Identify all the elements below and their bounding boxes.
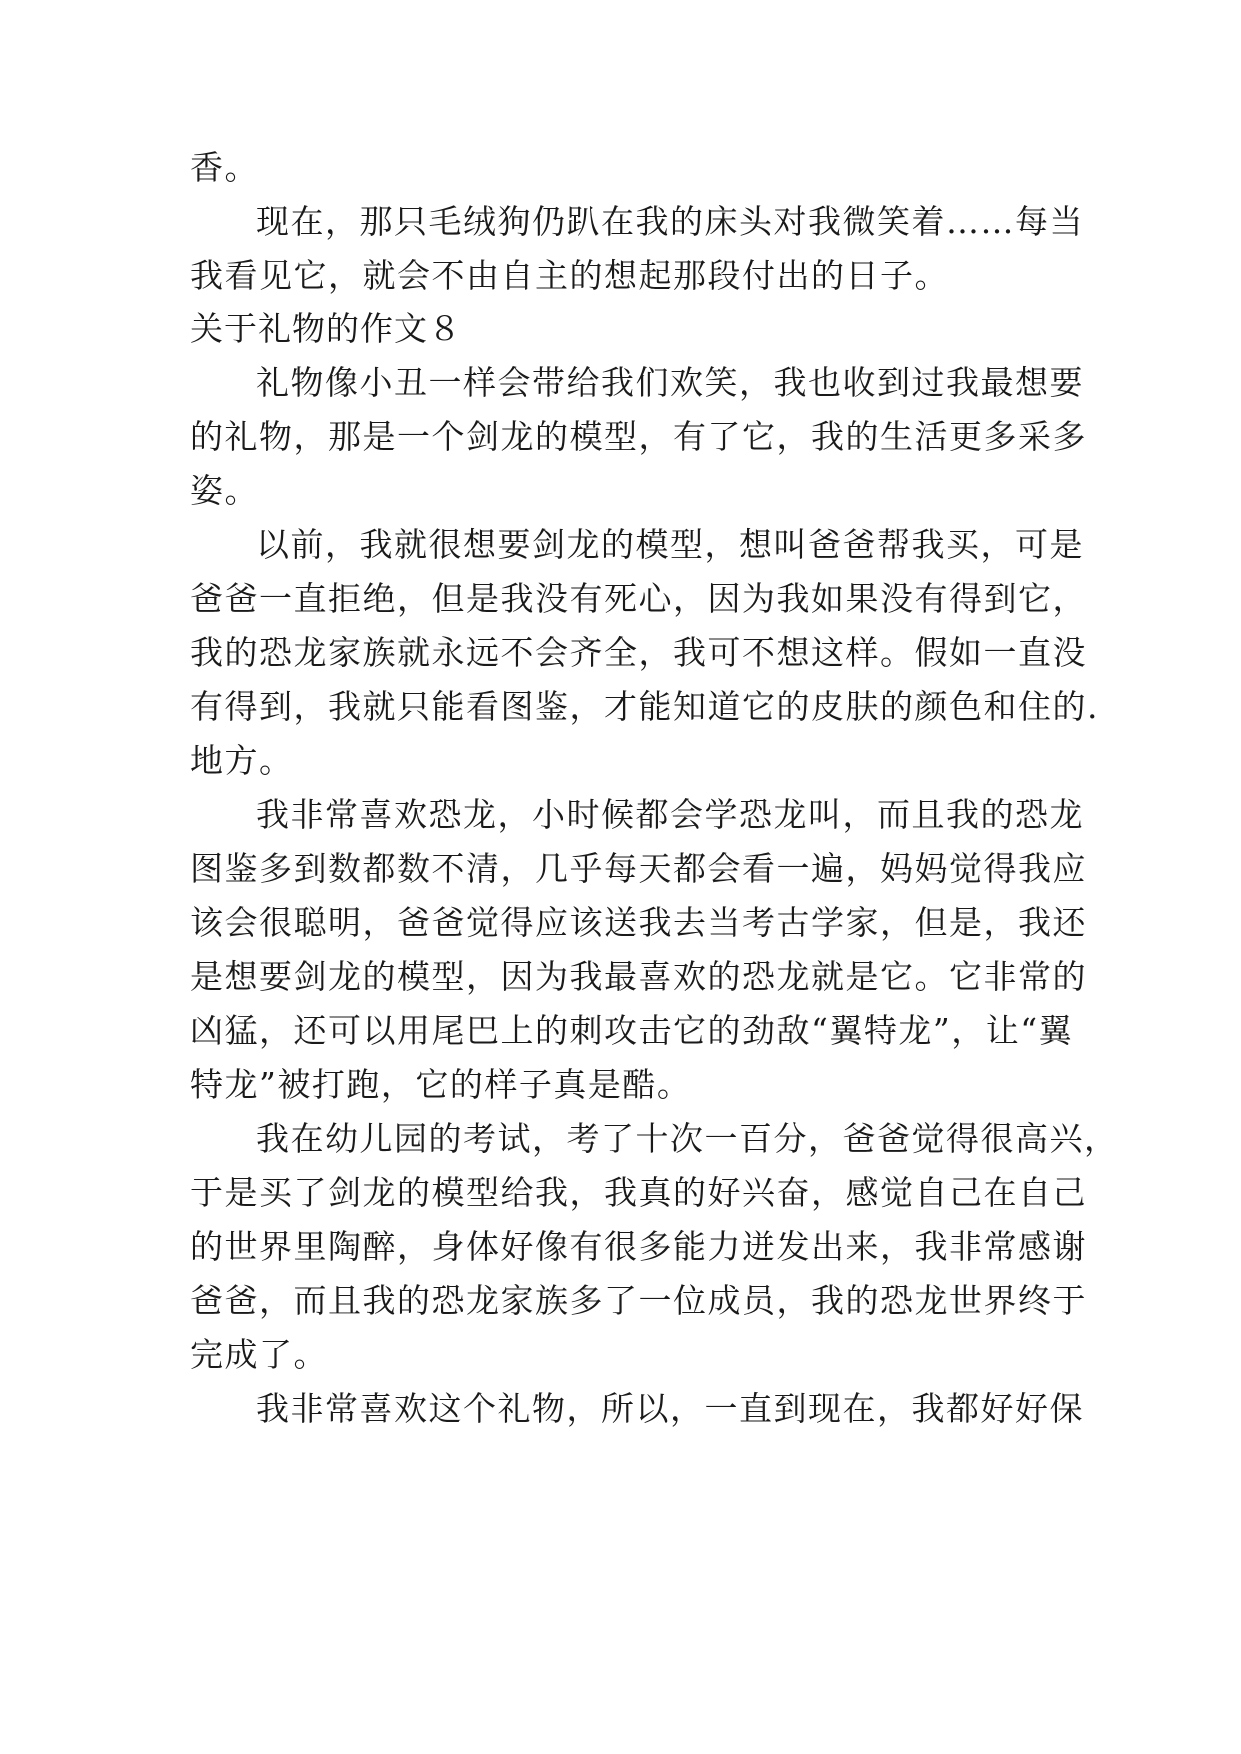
paragraph-line: 是想要剑龙的模型，因为我最喜欢的恐龙就是它。它非常的	[190, 957, 1087, 996]
paragraph-line: 我的恐龙家族就永远不会齐全，我可不想这样。假如一直没	[190, 633, 1087, 672]
paragraph-line: 我非常喜欢这个礼物，所以，一直到现在，我都好好保	[256, 1389, 1084, 1428]
section-heading: 关于礼物的作文８	[190, 309, 462, 348]
paragraph-line: 的礼物，那是一个剑龙的模型，有了它，我的生活更多采多	[190, 417, 1087, 456]
paragraph-line: 地方。	[190, 741, 294, 780]
paragraph-line: 完成了。	[190, 1335, 328, 1374]
paragraph-line: 特龙”被打跑，它的样子真是酷。	[190, 1065, 692, 1104]
paragraph-line: 的世界里陶醉，身体好像有很多能力迸发出来，我非常感谢	[190, 1227, 1087, 1266]
paragraph-line: 香。	[190, 148, 259, 187]
paragraph-line: 以前，我就很想要剑龙的模型，想叫爸爸帮我买，可是	[256, 525, 1084, 564]
paragraph-line: 爸爸，而且我的恐龙家族多了一位成员，我的恐龙世界终于	[190, 1281, 1087, 1320]
paragraph-line: 爸爸一直拒绝，但是我没有死心，因为我如果没有得到它，	[190, 579, 1087, 618]
paragraph-line: 该会很聪明，爸爸觉得应该送我去当考古学家，但是，我还	[190, 903, 1087, 942]
paragraph-line: 于是买了剑龙的模型给我，我真的好兴奋，感觉自己在自己	[190, 1173, 1087, 1212]
paragraph-line: 姿。	[190, 471, 259, 510]
paragraph-line: 凶猛，还可以用尾巴上的刺攻击它的劲敌“翼特龙”，让“翼	[190, 1011, 1074, 1050]
paragraph-line: 现在，那只毛绒狗仍趴在我的床头对我微笑着……每当	[256, 202, 1084, 241]
paragraph-line: 礼物像小丑一样会带给我们欢笑，我也收到过我最想要	[256, 363, 1084, 402]
paragraph-line: 我在幼儿园的考试，考了十次一百分，爸爸觉得很高兴，	[256, 1119, 1119, 1158]
paragraph-line: 我非常喜欢恐龙，小时候都会学恐龙叫，而且我的恐龙	[256, 795, 1084, 834]
paragraph-line: 我看见它，就会不由自主的想起那段付出的日子。	[190, 256, 949, 295]
paragraph-line: 有得到，我就只能看图鉴，才能知道它的皮肤的颜色和住的.	[190, 687, 1099, 726]
paragraph-line: 图鉴多到数都数不清，几乎每天都会看一遍，妈妈觉得我应	[190, 849, 1087, 888]
